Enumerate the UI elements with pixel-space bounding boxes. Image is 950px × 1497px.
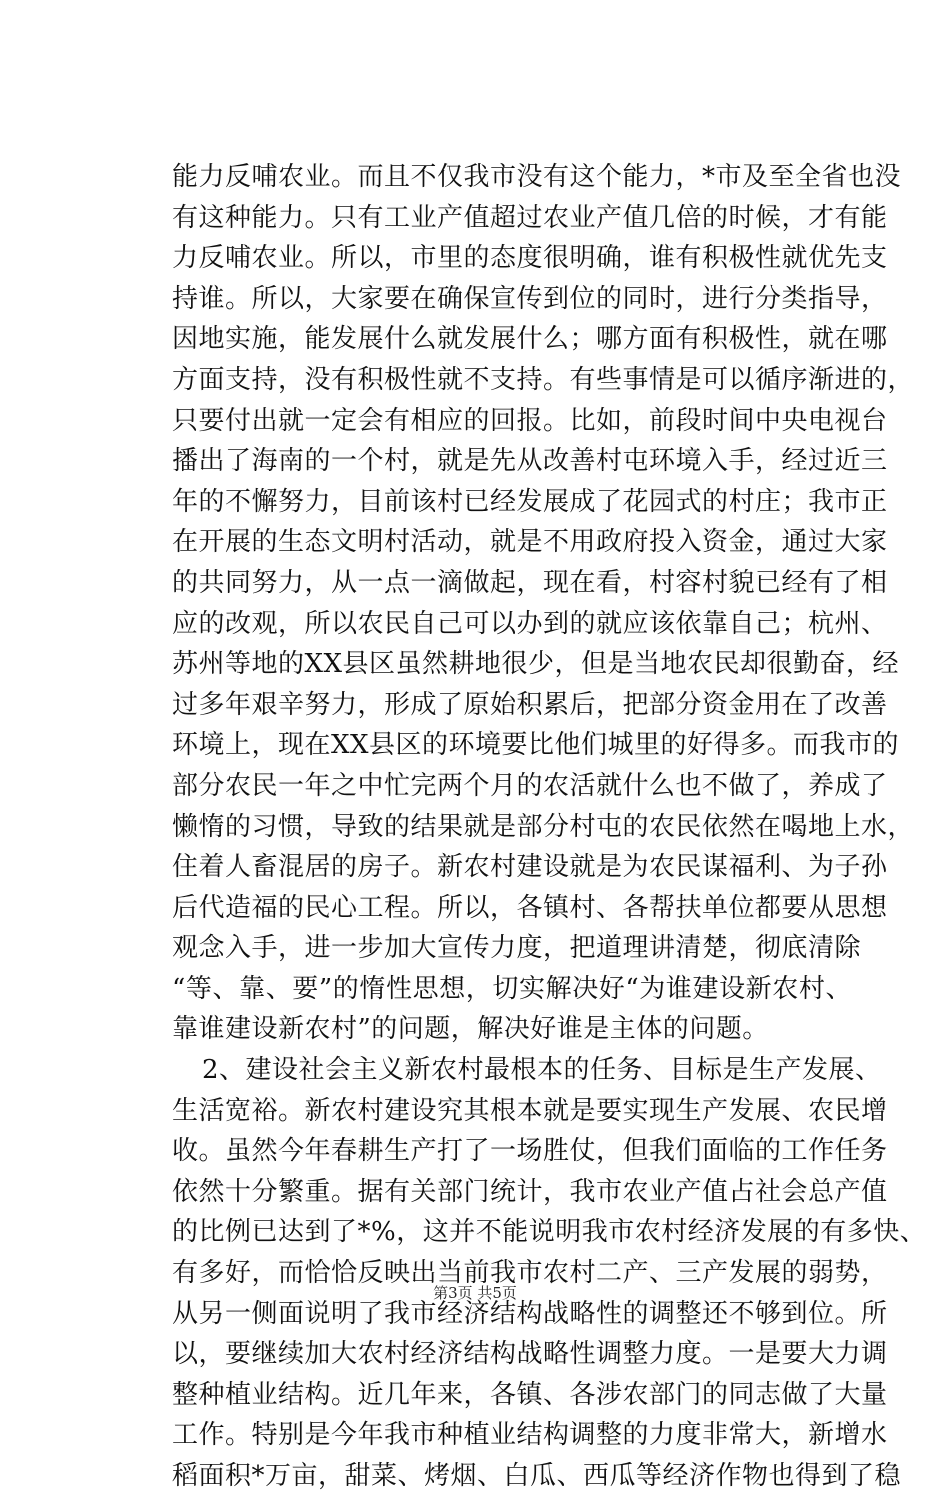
text-line: 的比例已达到了*%，这并不能说明我市农村经济发展的有多快、 (172, 1217, 927, 1248)
text-line: 的共同努力，从一点一滴做起，现在看，村容村貌已经有了相 (172, 567, 888, 598)
text-line: 整种植业结构。近几年来，各镇、各涉农部门的同志做了大量 (172, 1379, 888, 1410)
text-line: 应的改观，所以农民自己可以办到的就应该依靠自己；杭州、 (172, 608, 888, 639)
text-line: 在开展的生态文明村活动，就是不用政府投入资金，通过大家 (172, 527, 888, 558)
text-line: 环境上，现在XX县区的环境要比他们城里的好得多。而我市的 (172, 730, 900, 761)
text-line: 有这种能力。只有工业产值超过农业产值几倍的时候，才有能 (172, 202, 888, 233)
text-line: 苏州等地的XX县区虽然耕地很少，但是当地农民却很勤奋，经 (172, 649, 900, 680)
text-line: 生活宽裕。新农村建设究其根本就是要实现生产发展、农民增 (172, 1095, 888, 1126)
text-line: 工作。特别是今年我市种植业结构调整的力度非常大，新增水 (172, 1420, 888, 1451)
text-line: 懒惰的习惯，导致的结果就是部分村屯的农民依然在喝地上水， (172, 811, 915, 842)
text-line: 只要付出就一定会有相应的回报。比如，前段时间中央电视台 (172, 405, 888, 436)
text-line: 有多好，而恰恰反映出当前我市农村二产、三产发展的弱势， (172, 1258, 888, 1289)
text-line: 2、建设社会主义新农村最根本的任务、目标是生产发展、 (202, 1055, 882, 1086)
text-line: 从另一侧面说明了我市经济结构战略性的调整还不够到位。所 (172, 1298, 888, 1329)
text-line: 靠谁建设新农村”的问题，解决好谁是主体的问题。 (172, 1014, 769, 1045)
text-line: 收。虽然今年春耕生产打了一场胜仗，但我们面临的工作任务 (172, 1136, 888, 1167)
text-line: 住着人畜混居的房子。新农村建设就是为农民谋福利、为子孙 (172, 852, 888, 883)
text-line: 后代造福的民心工程。所以，各镇村、各帮扶单位都要从思想 (172, 892, 888, 923)
page-number-footer: 第3页 共5页 (433, 1284, 517, 1302)
text-line: 过多年艰辛努力，形成了原始积累后，把部分资金用在了改善 (172, 689, 888, 720)
text-line: “等、靠、要”的惰性思想，切实解决好“为谁建设新农村、 (172, 973, 852, 1004)
text-line: 力反哺农业。所以，市里的态度很明确，谁有积极性就优先支 (172, 243, 888, 274)
text-line: 播出了海南的一个村，就是先从改善村屯环境入手，经过近三 (172, 446, 888, 477)
text-line: 能力反哺农业。而且不仅我市没有这个能力，*市及至全省也没 (172, 162, 902, 192)
text-line: 依然十分繁重。据有关部门统计，我市农业产值占社会总产值 (172, 1176, 888, 1207)
text-line: 年的不懈努力，目前该村已经发展成了花园式的村庄；我市正 (172, 486, 888, 517)
text-line: 部分农民一年之中忙完两个月的农活就什么也不做了，养成了 (172, 770, 888, 801)
text-line: 稻面积*万亩，甜菜、烤烟、白瓜、西瓜等经济作物也得到了稳 (172, 1461, 902, 1491)
text-line: 观念入手，进一步加大宣传力度，把道理讲清楚，彻底清除 (172, 933, 862, 964)
text-line: 以，要继续加大农村经济结构战略性调整力度。一是要大力调 (172, 1339, 888, 1370)
text-line: 因地实施，能发展什么就发展什么；哪方面有积极性，就在哪 (172, 324, 888, 355)
text-line: 方面支持，没有积极性就不支持。有些事情是可以循序渐进的， (172, 364, 915, 395)
text-line: 持谁。所以，大家要在确保宣传到位的同时，进行分类指导， (172, 283, 888, 314)
